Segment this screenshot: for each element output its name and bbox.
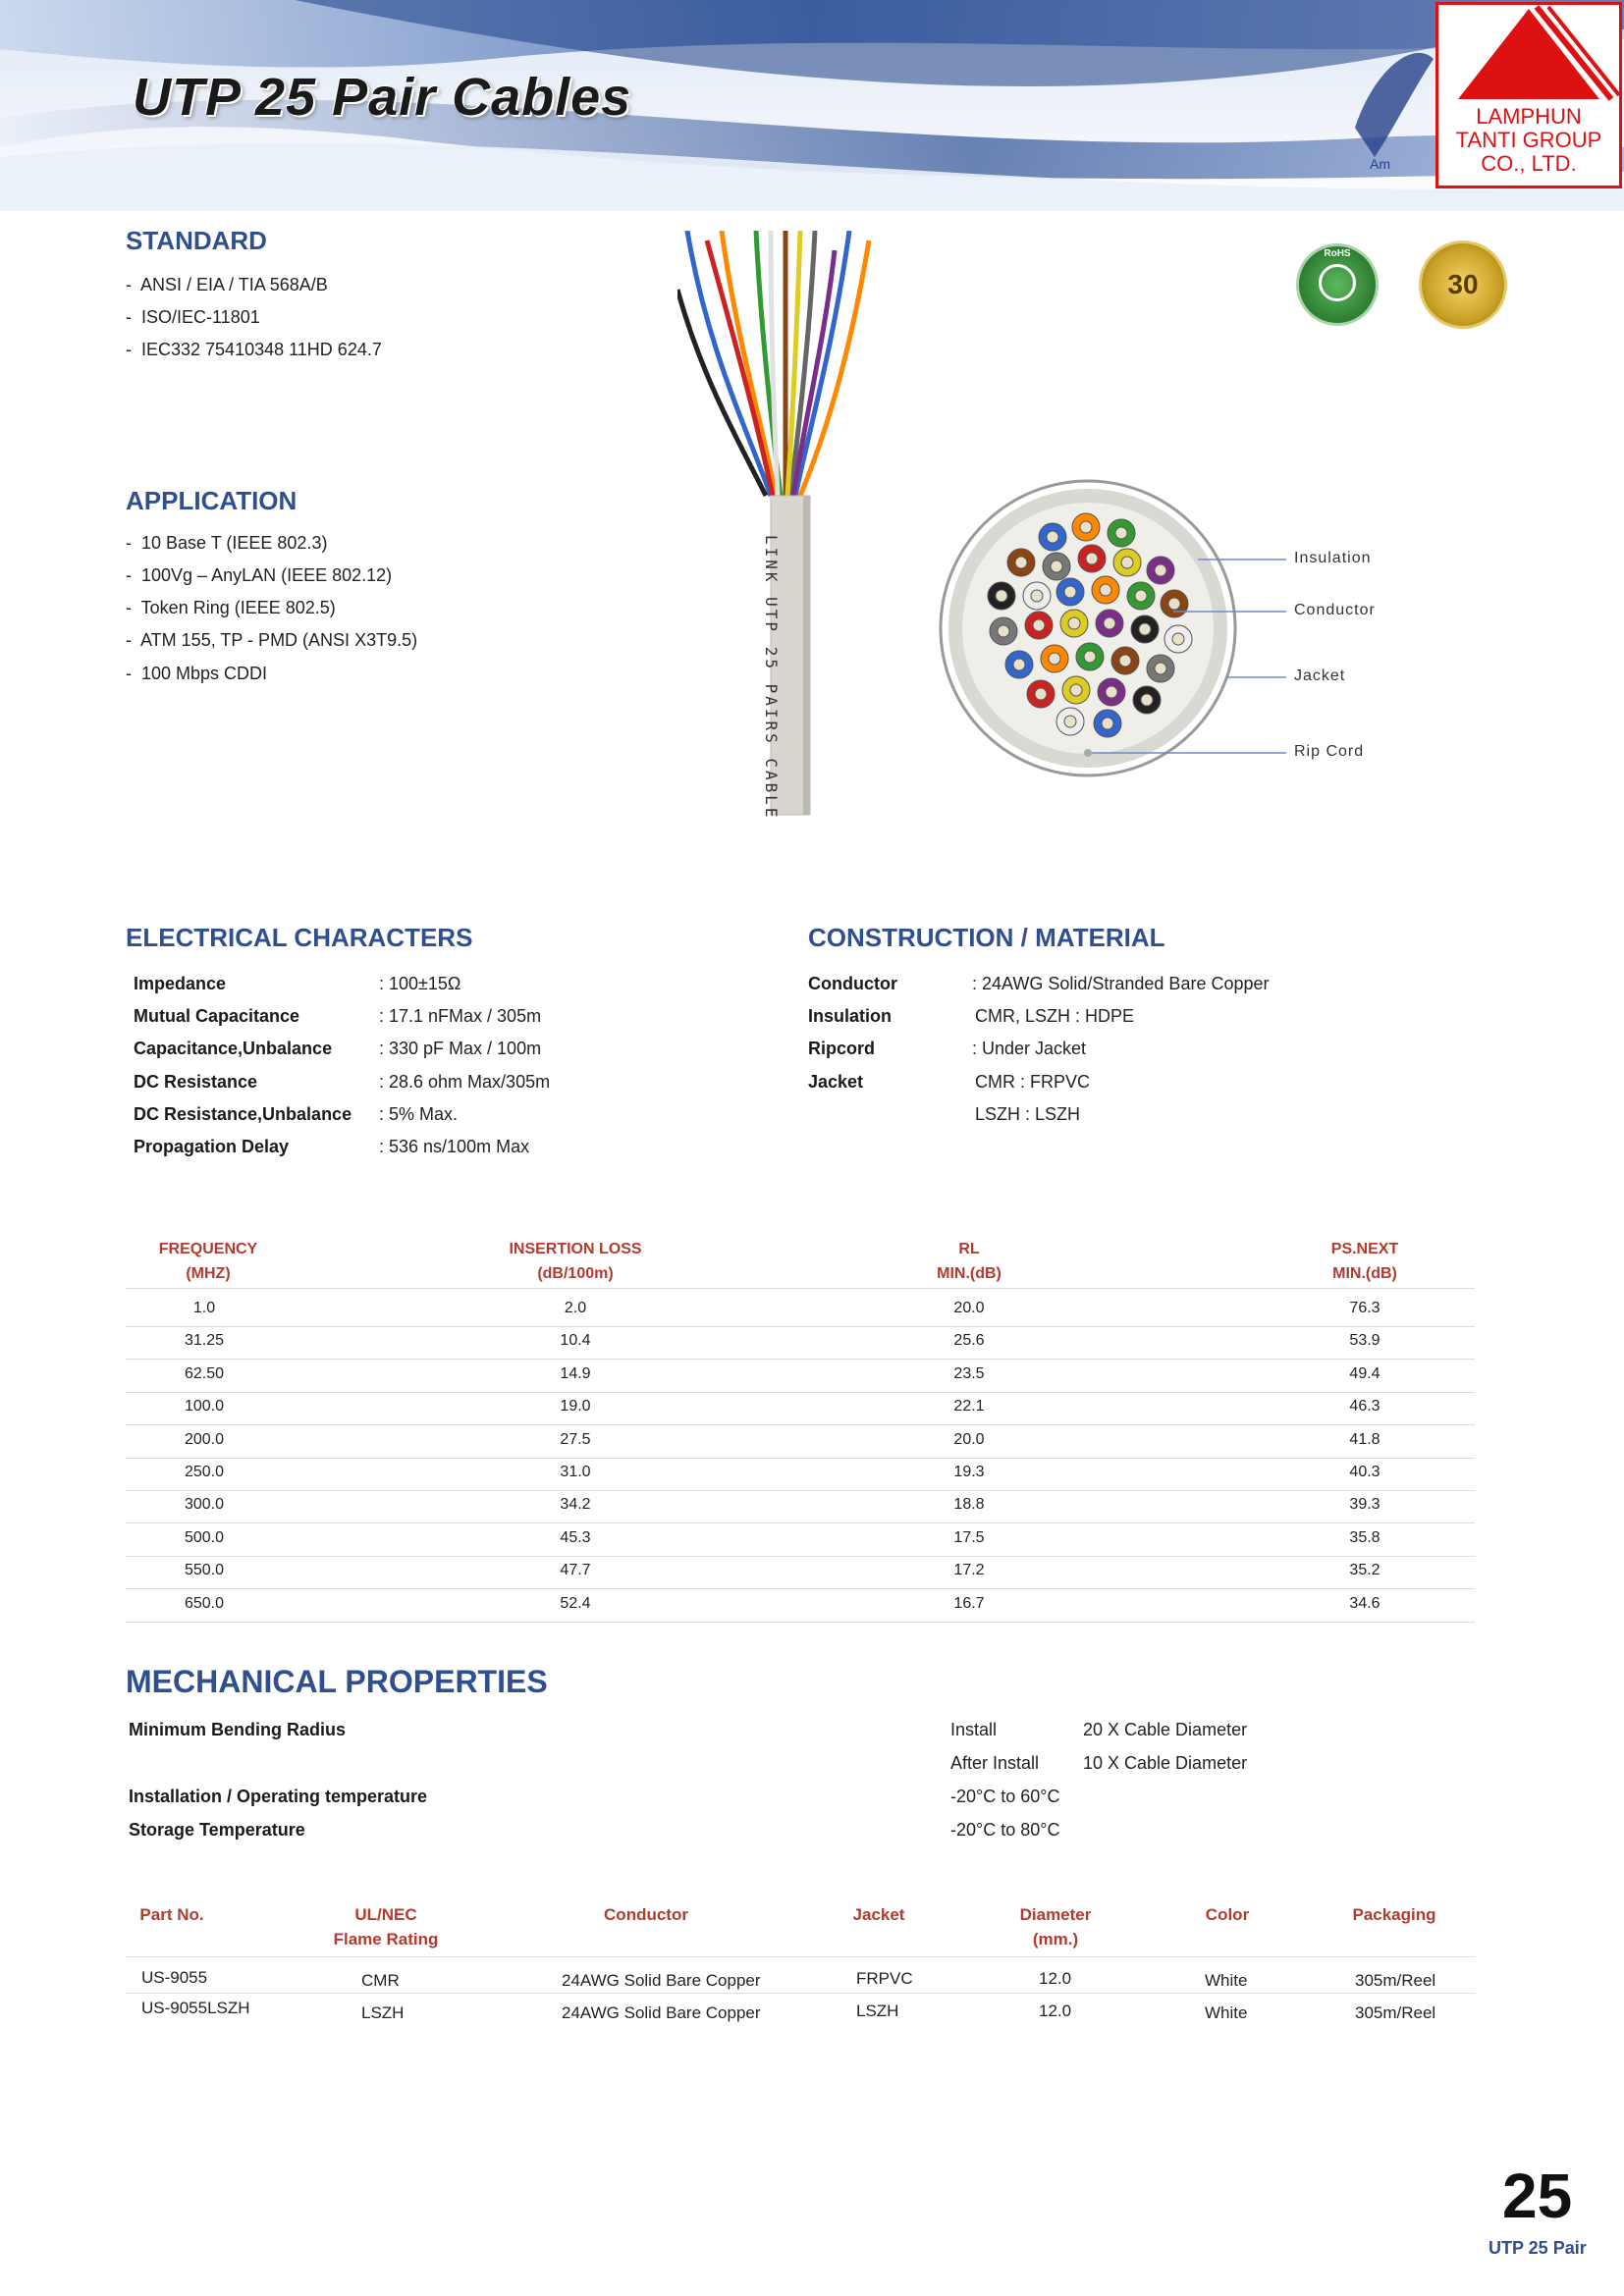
table-row-divider bbox=[126, 1326, 1475, 1327]
table-cell: 46.3 bbox=[1349, 1398, 1380, 1415]
page-footer-label: UTP 25 Pair bbox=[1489, 2238, 1587, 2258]
conductor-core bbox=[1035, 688, 1047, 700]
electrical-value: : 28.6 ohm Max/305m bbox=[379, 1072, 551, 1092]
conductor-core bbox=[1080, 521, 1092, 533]
conductor-core bbox=[1064, 716, 1076, 727]
construction-label: Conductor bbox=[808, 974, 897, 993]
table-cell: 19.0 bbox=[560, 1398, 591, 1415]
install-label: Install bbox=[950, 1720, 998, 1739]
parts-cell: FRPVC bbox=[856, 1969, 913, 1988]
standard-item: - ISO/IEC-11801 bbox=[126, 307, 260, 327]
standard-item: - IEC332 75410348 11HD 624.7 bbox=[126, 340, 382, 359]
table-row-divider bbox=[126, 1458, 1475, 1459]
table-divider bbox=[126, 1288, 1475, 1289]
parts-cell: 12.0 bbox=[1039, 2002, 1072, 2020]
construction-heading: CONSTRUCTION / MATERIAL bbox=[808, 923, 1165, 952]
parts-cell: 305m/Reel bbox=[1355, 1971, 1436, 1990]
conductor-core bbox=[1155, 663, 1166, 674]
table-cell: 35.2 bbox=[1349, 1562, 1380, 1579]
conductor-core bbox=[1155, 564, 1166, 576]
parts-header-diameter: Diameter (mm.) bbox=[1019, 1905, 1092, 1949]
table-cell: 300.0 bbox=[184, 1496, 225, 1514]
conductor-core bbox=[1172, 633, 1184, 645]
rohs-badge-text: RoHS bbox=[1324, 248, 1351, 259]
rohs-badge bbox=[1296, 243, 1379, 326]
company-name bbox=[1438, 105, 1619, 176]
table-cell: 25.6 bbox=[953, 1332, 985, 1350]
conductor-core bbox=[1135, 590, 1147, 602]
storage-temp-label: Storage Temperature bbox=[129, 1820, 305, 1840]
conductor-core bbox=[1141, 694, 1153, 706]
conductor-core bbox=[1102, 718, 1113, 729]
company-logo-box bbox=[1435, 2, 1622, 188]
table-cell: 41.8 bbox=[1349, 1430, 1380, 1448]
application-item: - Token Ring (IEEE 802.5) bbox=[126, 598, 336, 617]
table-cell: 17.5 bbox=[953, 1528, 985, 1546]
table-cell: 23.5 bbox=[953, 1364, 985, 1382]
table-divider bbox=[126, 1993, 1475, 1994]
parts-header-part-no: Part No. bbox=[139, 1905, 204, 1924]
cable-print-text: LINK UTP 25 PAIRS CABLE bbox=[762, 535, 781, 821]
conductor-core bbox=[1047, 531, 1058, 543]
warranty-badge bbox=[1419, 240, 1507, 329]
construction-value: : 24AWG Solid/Stranded Bare Copper bbox=[972, 974, 1270, 993]
construction-value: : Under Jacket bbox=[972, 1039, 1087, 1058]
electrical-label: Mutual Capacitance bbox=[134, 1006, 300, 1026]
construction-value: CMR, LSZH : HDPE bbox=[975, 1006, 1135, 1026]
parts-cell: 24AWG Solid Bare Copper bbox=[562, 1971, 761, 1990]
table-cell: 22.1 bbox=[953, 1398, 985, 1415]
parts-cell: US-9055 bbox=[141, 1968, 208, 1987]
construction-value: LSZH : LSZH bbox=[975, 1104, 1081, 1124]
application-heading: APPLICATION bbox=[126, 486, 298, 515]
conductor-core bbox=[1031, 590, 1043, 602]
table-row-divider bbox=[126, 1522, 1475, 1523]
application-item: - 100 Mbps CDDI bbox=[126, 664, 268, 683]
table-cell: 76.3 bbox=[1349, 1300, 1380, 1316]
parts-cell: US-9055LSZH bbox=[141, 1999, 250, 2017]
parts-header-jacket: Jacket bbox=[852, 1905, 905, 1924]
table-row-divider bbox=[126, 1359, 1475, 1360]
table-cell: 39.3 bbox=[1349, 1496, 1380, 1514]
conductor-core bbox=[1104, 617, 1115, 629]
electrical-value: : 330 pF Max / 100m bbox=[379, 1039, 542, 1058]
company-name-line-2: TANTI GROUP bbox=[1455, 128, 1602, 152]
conductor-core bbox=[1064, 586, 1076, 598]
construction-value: CMR : FRPVC bbox=[975, 1072, 1090, 1092]
page-number: 25 bbox=[1502, 2161, 1573, 2231]
conductor-core bbox=[998, 625, 1009, 637]
table-cell: 20.0 bbox=[953, 1430, 985, 1448]
jacket-label: Jacket bbox=[1294, 667, 1346, 684]
table-cell: 19.3 bbox=[953, 1464, 985, 1480]
electrical-label: DC Resistance,Unbalance bbox=[134, 1104, 352, 1124]
conductor-core bbox=[1013, 659, 1025, 670]
parts-cell: White bbox=[1205, 1971, 1248, 1990]
parts-cell: CMR bbox=[361, 1971, 400, 1990]
company-name-line-1: LAMPHUN bbox=[1476, 104, 1582, 129]
parts-header-flame-rating: UL/NEC Flame Rating bbox=[333, 1905, 439, 1949]
conductor-core bbox=[1086, 553, 1098, 564]
construction-label: Jacket bbox=[808, 1072, 864, 1092]
table-cell: 1.0 bbox=[192, 1300, 216, 1316]
table-cell: 100.0 bbox=[184, 1398, 225, 1415]
table-header-insertion-loss: INSERTION LOSS (dB/100m) bbox=[509, 1241, 642, 1282]
parts-cell: White bbox=[1205, 2003, 1248, 2022]
conductor-core bbox=[1033, 619, 1045, 631]
table-header-rl: RL MIN.(dB) bbox=[937, 1241, 1001, 1282]
conductor-core bbox=[1015, 557, 1027, 568]
table-cell: 27.5 bbox=[560, 1430, 591, 1448]
after-install-label: After Install bbox=[950, 1753, 1040, 1773]
conductor-core bbox=[1051, 561, 1062, 572]
globe-icon bbox=[1319, 264, 1356, 301]
parts-cell: 24AWG Solid Bare Copper bbox=[562, 2003, 761, 2022]
parts-cell: 305m/Reel bbox=[1355, 2003, 1436, 2022]
mechanical-heading: MECHANICAL PROPERTIES bbox=[126, 1664, 548, 1699]
standard-heading: STANDARD bbox=[126, 226, 267, 255]
table-row-divider bbox=[126, 1556, 1475, 1557]
rip-cord-label: Rip Cord bbox=[1294, 743, 1365, 760]
table-cell: 62.50 bbox=[184, 1364, 225, 1382]
logo-partial-text: Am bbox=[1370, 156, 1390, 172]
parts-header-packaging: Packaging bbox=[1352, 1905, 1436, 1924]
table-cell: 500.0 bbox=[184, 1528, 225, 1546]
conductor-core bbox=[1139, 623, 1151, 635]
conductor-label: Conductor bbox=[1294, 602, 1376, 618]
conductor-core bbox=[1119, 655, 1131, 667]
table-cell: 49.4 bbox=[1349, 1364, 1380, 1382]
table-divider bbox=[126, 1956, 1475, 1957]
conductor-core bbox=[1084, 651, 1096, 663]
table-cell: 550.0 bbox=[184, 1562, 225, 1579]
table-row-divider bbox=[126, 1424, 1475, 1425]
page-title: UTP 25 Pair Cables bbox=[133, 68, 632, 127]
parts-header-color: Color bbox=[1205, 1905, 1250, 1924]
conductor-core bbox=[1168, 598, 1180, 610]
warranty-badge-text: 30 bbox=[1447, 269, 1479, 299]
table-cell: 31.25 bbox=[184, 1332, 225, 1350]
table-cell: 14.9 bbox=[560, 1364, 591, 1382]
conductor-core bbox=[1121, 557, 1133, 568]
storage-temp-value: -20°C to 80°C bbox=[950, 1820, 1060, 1840]
conductor-core bbox=[996, 590, 1007, 602]
operating-temp-label: Installation / Operating temperature bbox=[129, 1787, 428, 1806]
table-cell: 52.4 bbox=[560, 1594, 591, 1612]
electrical-label: Capacitance,Unbalance bbox=[134, 1039, 333, 1058]
electrical-value: : 536 ns/100m Max bbox=[379, 1137, 530, 1156]
table-row-divider bbox=[126, 1490, 1475, 1491]
table-header-ps-next: PS.NEXT MIN.(dB) bbox=[1330, 1241, 1399, 1282]
table-cell: 2.0 bbox=[564, 1300, 587, 1316]
parts-cell: LSZH bbox=[361, 2003, 405, 2022]
table-cell: 31.0 bbox=[560, 1464, 591, 1480]
install-value: 20 X Cable Diameter bbox=[1083, 1720, 1248, 1739]
construction-label: Ripcord bbox=[808, 1039, 876, 1058]
table-cell: 35.8 bbox=[1349, 1528, 1380, 1546]
electrical-value: : 17.1 nFMax / 305m bbox=[379, 1006, 542, 1026]
table-cell: 10.4 bbox=[560, 1332, 591, 1350]
company-triangle-logo bbox=[1438, 5, 1619, 103]
conductor-core bbox=[1068, 617, 1080, 629]
insulation-label: Insulation bbox=[1294, 550, 1372, 566]
table-cell: 650.0 bbox=[184, 1594, 225, 1612]
application-item: - ATM 155, TP - PMD (ANSI X3T9.5) bbox=[126, 630, 418, 650]
construction-label: Insulation bbox=[808, 1006, 892, 1026]
parts-header-conductor: Conductor bbox=[604, 1905, 688, 1924]
header-banner bbox=[0, 0, 1624, 211]
parts-cell: 12.0 bbox=[1039, 1969, 1072, 1988]
application-item: - 100Vg – AnyLAN (IEEE 802.12) bbox=[126, 565, 393, 585]
table-cell: 18.8 bbox=[953, 1496, 985, 1514]
operating-temp-value: -20°C to 60°C bbox=[950, 1787, 1060, 1806]
table-cell: 250.0 bbox=[184, 1464, 225, 1480]
table-cell: 53.9 bbox=[1349, 1332, 1380, 1350]
conductor-core bbox=[1106, 686, 1117, 698]
conductor-core bbox=[1070, 684, 1082, 696]
application-item: - 10 Base T (IEEE 802.3) bbox=[126, 533, 328, 553]
electrical-value: : 100±15Ω bbox=[379, 974, 461, 993]
table-cell: 40.3 bbox=[1349, 1464, 1380, 1480]
parts-cell: LSZH bbox=[856, 2002, 899, 2020]
min-bending-label: Minimum Bending Radius bbox=[129, 1720, 347, 1739]
table-cell: 45.3 bbox=[560, 1528, 591, 1546]
electrical-label: Propagation Delay bbox=[134, 1137, 290, 1156]
company-name-line-3: CO., LTD. bbox=[1481, 151, 1577, 176]
after-install-value: 10 X Cable Diameter bbox=[1083, 1753, 1248, 1773]
table-row-divider bbox=[126, 1588, 1475, 1589]
table-cell: 34.2 bbox=[560, 1496, 591, 1514]
electrical-label: DC Resistance bbox=[134, 1072, 258, 1092]
conductor-core bbox=[1115, 527, 1127, 539]
conductor-core bbox=[1100, 584, 1111, 596]
table-row-divider bbox=[126, 1392, 1475, 1393]
table-row-divider bbox=[126, 1622, 1475, 1623]
table-header-frequency: FREQUENCY (MHZ) bbox=[158, 1241, 258, 1282]
conductor-core bbox=[1049, 653, 1060, 665]
table-cell: 200.0 bbox=[184, 1430, 225, 1448]
electrical-value: : 5% Max. bbox=[379, 1104, 459, 1124]
table-cell: 34.6 bbox=[1349, 1594, 1380, 1612]
table-cell: 47.7 bbox=[560, 1562, 591, 1579]
table-cell: 16.7 bbox=[953, 1594, 985, 1612]
standard-item: - ANSI / EIA / TIA 568A/B bbox=[126, 275, 328, 294]
electrical-heading: ELECTRICAL CHARACTERS bbox=[126, 923, 473, 952]
cable-cross-section-diagram bbox=[933, 476, 1306, 790]
electrical-label: Impedance bbox=[134, 974, 227, 993]
table-cell: 17.2 bbox=[953, 1562, 985, 1579]
table-cell: 20.0 bbox=[953, 1300, 985, 1316]
